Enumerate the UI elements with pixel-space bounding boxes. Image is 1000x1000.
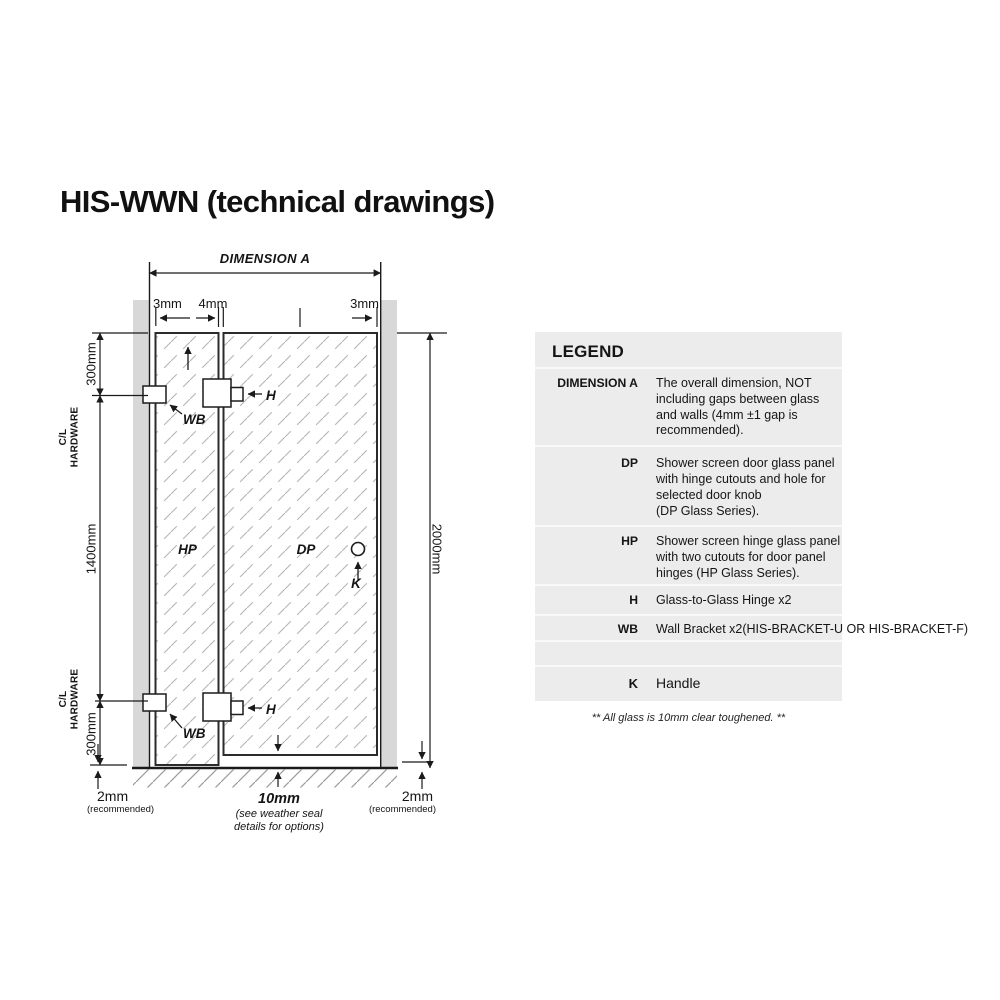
dimension-a-label: DIMENSION A <box>219 251 311 266</box>
legend-definition: Handle <box>656 675 701 692</box>
svg-text:C/L: C/L <box>58 428 69 446</box>
floor-gap-door-note-2: details for options) <box>234 821 324 833</box>
legend-row-dimension-a <box>535 367 842 445</box>
floor-gap-left-note: (recommended) <box>87 804 155 815</box>
cl-hardware-label-bottom <box>58 669 81 730</box>
legend-footnote: ** All glass is 10mm clear toughened. ** <box>591 712 786 725</box>
legend-panel <box>535 332 969 701</box>
legend-definition: Wall Bracket x2(HIS-BRACKET-U OR HIS-BRACKET-F) <box>656 621 969 636</box>
legend-term: DIMENSION A <box>557 376 638 390</box>
dim-1400-label: 1400mm <box>83 523 99 575</box>
door-knob-hole <box>352 543 365 556</box>
handle-label: K <box>351 576 361 591</box>
dim-300-top-label: 300mm <box>83 342 99 386</box>
hp-panel-label: HP <box>178 542 197 557</box>
legend <box>535 332 969 725</box>
legend-row-spacer <box>535 640 842 665</box>
legend-definition: The overall dimension, NOT including gaps between glass and walls (4mm ±1 gap is recommended). <box>656 376 820 438</box>
legend-title: LEGEND <box>552 342 625 361</box>
top-gap-dimension-lines <box>156 307 377 327</box>
legend-row-hp <box>535 525 842 583</box>
wall-right <box>381 300 398 768</box>
floor-gap-right-label: 2mm <box>401 788 433 804</box>
wall-bracket-label-bottom: WB <box>183 726 206 741</box>
gap-middle-label: 4mm <box>198 296 228 311</box>
dp-panel-label: DP <box>296 542 316 557</box>
svg-text:HARDWARE: HARDWARE <box>69 668 81 730</box>
wall-bracket-bottom <box>143 694 166 711</box>
legend-row-k <box>535 665 842 701</box>
legend-term: DP <box>621 456 638 471</box>
legend-definition: Glass-to-Glass Hinge x2 <box>656 592 792 607</box>
floor-hatch <box>133 770 397 788</box>
wall-bracket-top <box>143 386 166 403</box>
gap-right-label: 3mm <box>350 296 379 311</box>
hinge-label-top: H <box>266 388 276 403</box>
legend-definition: Shower screen hinge glass panel with two cutouts for door panel hinges (HP Glass Series). <box>656 534 841 580</box>
dim-2000-label: 2000mm <box>429 523 445 575</box>
floor-gap-door-label: 10mm <box>258 791 300 807</box>
legend-term: K <box>628 676 638 692</box>
legend-term: H <box>629 592 638 607</box>
legend-term: WB <box>617 621 638 636</box>
floor-gap-left-label: 2mm <box>97 788 129 804</box>
wall-bracket-label-top: WB <box>183 412 206 427</box>
cl-hardware-label-top <box>58 407 81 468</box>
legend-row-dp <box>535 445 842 525</box>
page-title: HIS-WWN (technical drawings) <box>60 184 495 219</box>
svg-text:HARDWARE: HARDWARE <box>69 406 81 468</box>
svg-text:C/L: C/L <box>58 690 69 708</box>
legend-term: HP <box>621 534 638 549</box>
legend-definition: Shower screen door glass panel with hinge cutouts and hole for selected door knob (DP Glass Series). <box>656 456 835 518</box>
gap-left-label: 3mm <box>153 296 182 311</box>
hinge-label-bottom: H <box>266 702 276 717</box>
floor-gap-right-note: (recommended) <box>368 804 436 815</box>
floor-gap-door-note-1: (see weather seal <box>235 808 323 820</box>
dim-300-bottom-label: 300mm <box>83 712 99 756</box>
legend-row-wb <box>535 614 969 641</box>
legend-row-h <box>535 584 842 614</box>
